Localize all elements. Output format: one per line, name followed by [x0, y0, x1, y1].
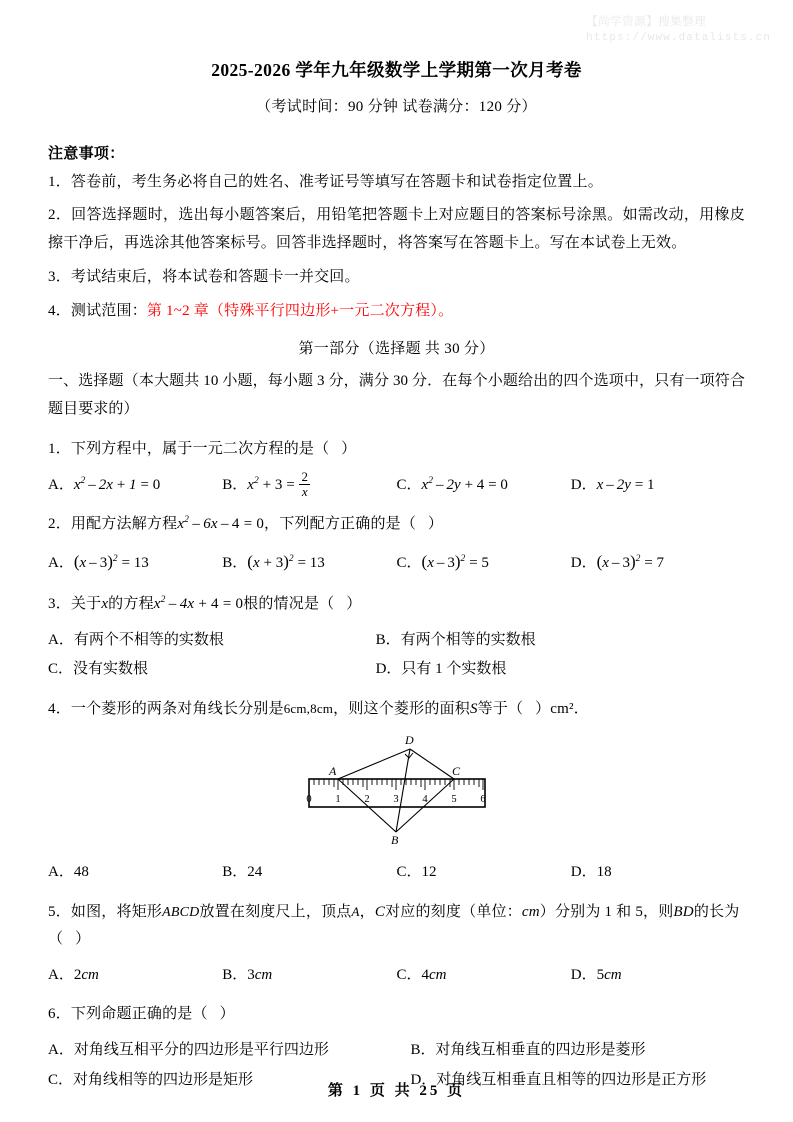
- option-text: 对角线互相垂直且相等的四边形是正方形: [436, 1071, 707, 1088]
- option-label: D．: [570, 476, 597, 493]
- notice-item-4-label: 4．测试范围：: [48, 302, 147, 319]
- notice-item-1: 1．答卷前，考生务必将自己的姓名、准考证号等填写在答题卡和试卷指定位置上。: [48, 173, 603, 190]
- ruler-tick-0: 0: [305, 794, 312, 806]
- option-label: A．: [48, 864, 74, 881]
- option-label: A．: [48, 555, 74, 572]
- question-4-option-c[interactable]: [397, 858, 571, 887]
- option-label: C．: [396, 966, 422, 983]
- question-3-stem-text-b: 的方程: [108, 595, 154, 612]
- question-6-stem: [48, 1001, 745, 1028]
- option-text: 12: [421, 864, 437, 881]
- question-2-stem-text-b: ，下列配方正确的是（: [264, 516, 417, 533]
- question-2-stem: [48, 511, 745, 538]
- question-2-options: [48, 538, 745, 578]
- notice-item-4-range: 第 1~2 章（特殊平行四边形+一元二次方程）。: [146, 302, 454, 319]
- option-label: A．: [48, 476, 74, 493]
- option-text: 没有实数根: [73, 661, 149, 677]
- ruler-tick-2: 2: [363, 794, 370, 806]
- question-5-stem: [48, 899, 745, 953]
- notice-item-4: [48, 292, 745, 326]
- question-3: [48, 579, 745, 685]
- option-label: C．: [396, 864, 422, 881]
- option-label: A．: [48, 1042, 74, 1059]
- question-1-options: [48, 463, 745, 500]
- option-unit: cm: [254, 966, 273, 983]
- question-1-option-b[interactable]: [222, 471, 396, 500]
- question-3-options: [48, 618, 745, 685]
- question-6-stem-text: 6．下列命题正确的是（: [48, 1006, 208, 1023]
- ruler-tick-3: 3: [392, 794, 399, 806]
- question-4-stem-text-c: 等于（: [477, 701, 524, 718]
- question-3-stem-text-c: 根的情况是（: [243, 595, 335, 612]
- option-label: C．: [396, 476, 422, 493]
- question-3-stem-text-a: 3．关于: [48, 595, 102, 612]
- option-text: 24: [247, 864, 263, 881]
- option-text: 有两个相等的实数根: [400, 631, 536, 648]
- notices-heading: 注意事项：: [48, 145, 125, 162]
- ruler-tick-1: 1: [334, 794, 341, 806]
- ruler-tick-4: 4: [421, 794, 428, 806]
- question-4-stem-close: ）cm²．: [535, 701, 589, 718]
- option-label: B．: [222, 555, 248, 572]
- watermark-source-label: 【尚学资源】搜集整理: [586, 16, 707, 28]
- question-5-option-c[interactable]: [397, 961, 571, 990]
- question-5-options: [48, 953, 745, 990]
- option-value: 2: [73, 966, 82, 983]
- option-label: D．: [570, 555, 597, 572]
- option-text: 对角线互相垂直的四边形是菱形: [435, 1042, 646, 1059]
- question-2: [48, 499, 745, 578]
- option-math: (x – 3)$^2$ = 13: [73, 552, 149, 572]
- question-5-stem-vertex-c: C: [374, 903, 386, 920]
- ruler-tick-6: 6: [479, 794, 486, 806]
- question-5-stem-text-a: 5．如图，将矩形: [48, 903, 163, 920]
- question-1: [48, 424, 745, 500]
- option-unit: cm: [81, 966, 99, 983]
- option-value: 5: [596, 966, 605, 983]
- option-label: A．: [48, 631, 74, 648]
- question-4-stem-lengths: 6cm,8cm: [283, 701, 334, 717]
- option-label: D．: [570, 864, 597, 881]
- question-3-options-row-1: [48, 626, 745, 655]
- question-2-stem-math: $x^2 - 6x - 4 = 0$: [177, 515, 265, 533]
- page-footer: 第 1 页 共 25 页: [327, 1083, 466, 1099]
- question-5-stem-rect: ABCD: [162, 904, 200, 920]
- question-1-option-d[interactable]: [571, 471, 745, 500]
- notice-item-3: 3．考试结束后，将本试卷和答题卡一并交回。: [48, 268, 360, 285]
- question-4-options: [48, 850, 745, 887]
- watermark-url: https://www.datalists.cn: [586, 31, 771, 44]
- option-label: B．: [410, 1042, 436, 1059]
- question-1-stem-text: 1．下列方程中，属于一元二次方程的是（: [48, 440, 330, 457]
- option-unit: cm: [429, 966, 447, 983]
- option-math: (x – 3)$^2$ = 7: [596, 552, 664, 572]
- option-text: 18: [596, 864, 612, 881]
- option-value: 4: [421, 966, 430, 983]
- option-label: C．: [48, 661, 74, 677]
- question-5-stem-vertex-a: A: [351, 903, 360, 919]
- question-3-options-row-2: [48, 655, 745, 684]
- option-label: C．: [396, 555, 422, 572]
- question-4-stem-text-a: 4．一个菱形的两条对角线长分别是: [48, 701, 284, 718]
- question-3-stem: [48, 591, 745, 618]
- question-3-stem-var: x: [101, 595, 109, 612]
- question-4: [48, 684, 745, 887]
- question-4-option-a[interactable]: [48, 858, 222, 887]
- question-4-option-b[interactable]: [222, 858, 396, 887]
- question-5-stem-close: ）: [75, 930, 91, 947]
- question-1-option-c[interactable]: [397, 471, 571, 500]
- vertex-label-c: C: [451, 764, 460, 779]
- option-label: B．: [375, 631, 401, 648]
- option-math: $x^2 - 2x + 1 = 0$: [73, 475, 161, 493]
- question-6-option-b[interactable]: [410, 1036, 745, 1065]
- notice-item-2: 2．回答选择题时，选出每小题答案后，用铅笔把答题卡上对应题目的答案标号涂黑。如需改动，用橡皮擦干净后，再选涂其他答案标号。回答非选择题时，将答案写在答题卡上。写在本试卷上无效。: [48, 207, 745, 251]
- question-3-stem-close: ）: [346, 595, 362, 612]
- question-3-option-d[interactable]: [376, 655, 745, 684]
- question-5-stem-text-d: 对应的刻度（单位：: [385, 903, 522, 920]
- option-text: 有两个不相等的实数根: [73, 631, 224, 648]
- option-label: B．: [222, 864, 248, 881]
- question-3-option-b[interactable]: [376, 626, 745, 655]
- option-math: x – 2y = 1: [596, 476, 655, 493]
- question-4-option-d[interactable]: [571, 858, 745, 887]
- question-5-stem-unit: cm: [521, 903, 540, 920]
- question-2-stem-close: ）: [427, 516, 444, 533]
- vertex-label-b: B: [390, 833, 398, 846]
- section-intro: 一、选择题（本大题共 10 小题，每小题 3 分，满分 30 分．在每个小题给出的四个选项中，只有一项符合题目要求的）: [48, 373, 745, 417]
- fraction-two-over-x: $\frac{2}{x}$: [301, 469, 308, 499]
- question-1-stem: [48, 436, 745, 463]
- exam-meta-subtitle: （考试时间：90 分钟 试卷满分：120 分）: [256, 98, 537, 115]
- option-math: $x^2 - 2y + 4 = 0$: [421, 475, 508, 493]
- question-5: [48, 887, 745, 990]
- question-5-option-a[interactable]: [48, 961, 222, 990]
- question-5-stem-text-f: 的长为（: [48, 903, 740, 947]
- option-label: B．: [222, 966, 248, 983]
- option-text: 48: [73, 864, 89, 881]
- question-6-option-a[interactable]: [48, 1036, 410, 1065]
- option-label: A．: [48, 966, 74, 983]
- question-3-stem-math: $x^2 - 4x + 4 = 0$: [153, 594, 244, 612]
- question-3-option-c[interactable]: [48, 655, 376, 684]
- question-5-stem-text-e: ）分别为 1 和 5，则: [539, 903, 674, 920]
- question-2-stem-text-a: 2．用配方法解方程: [48, 516, 178, 533]
- option-value: 3: [247, 966, 255, 983]
- question-5-option-d[interactable]: [571, 961, 745, 990]
- question-4-stem-area-symbol: S: [469, 701, 478, 718]
- option-label: C．: [48, 1071, 74, 1088]
- ruler-tick-5: 5: [450, 794, 457, 806]
- vertex-label-d: D: [404, 733, 414, 748]
- option-label: D．: [410, 1071, 437, 1088]
- question-5-stem-text-c: ，: [359, 903, 375, 920]
- question-6-options-row-1: [48, 1036, 745, 1065]
- option-label: D．: [375, 661, 402, 677]
- question-5-stem-segment: BD: [673, 903, 694, 920]
- question-6-stem-close: ）: [219, 1006, 235, 1023]
- question-4-stem: [48, 696, 745, 723]
- option-math: (x – 3)$^2$ = 5: [421, 552, 489, 572]
- option-label: B．: [222, 476, 248, 493]
- option-unit: cm: [604, 966, 622, 983]
- question-1-option-a[interactable]: [48, 471, 222, 500]
- question-3-option-a[interactable]: [48, 626, 376, 655]
- part-heading: 第一部分（选择题 共 30 分）: [298, 341, 495, 358]
- question-2-option-d[interactable]: [571, 546, 745, 578]
- option-text: 只有 1 个实数根: [401, 661, 507, 677]
- option-text: 对角线相等的四边形是矩形: [73, 1071, 254, 1088]
- question-2-option-a[interactable]: [48, 546, 222, 578]
- option-label: D．: [570, 966, 597, 983]
- page-title: 2025-2026 学年九年级数学上学期第一次月考卷: [211, 60, 582, 80]
- option-math: $(x + 3)^2 = 13$: [247, 552, 325, 572]
- question-2-option-b[interactable]: [222, 546, 396, 578]
- question-1-stem-close: ）: [341, 440, 357, 457]
- option-text: 对角线互相平分的四边形是平行四边形: [73, 1042, 329, 1059]
- question-4-stem-text-b: ，则这个菱形的面积: [333, 701, 470, 718]
- rhombus-on-ruler-diagram: [297, 727, 497, 845]
- option-math: $x^2 + 3$ = $\frac{2}{x}$: [247, 469, 308, 499]
- question-5-stem-text-b: 放置在刻度尺上，顶点: [199, 903, 352, 920]
- question-5-option-b[interactable]: [222, 961, 396, 990]
- question-2-option-c[interactable]: [397, 546, 571, 578]
- vertex-label-a: A: [328, 764, 336, 779]
- question-4-figure: [48, 723, 745, 850]
